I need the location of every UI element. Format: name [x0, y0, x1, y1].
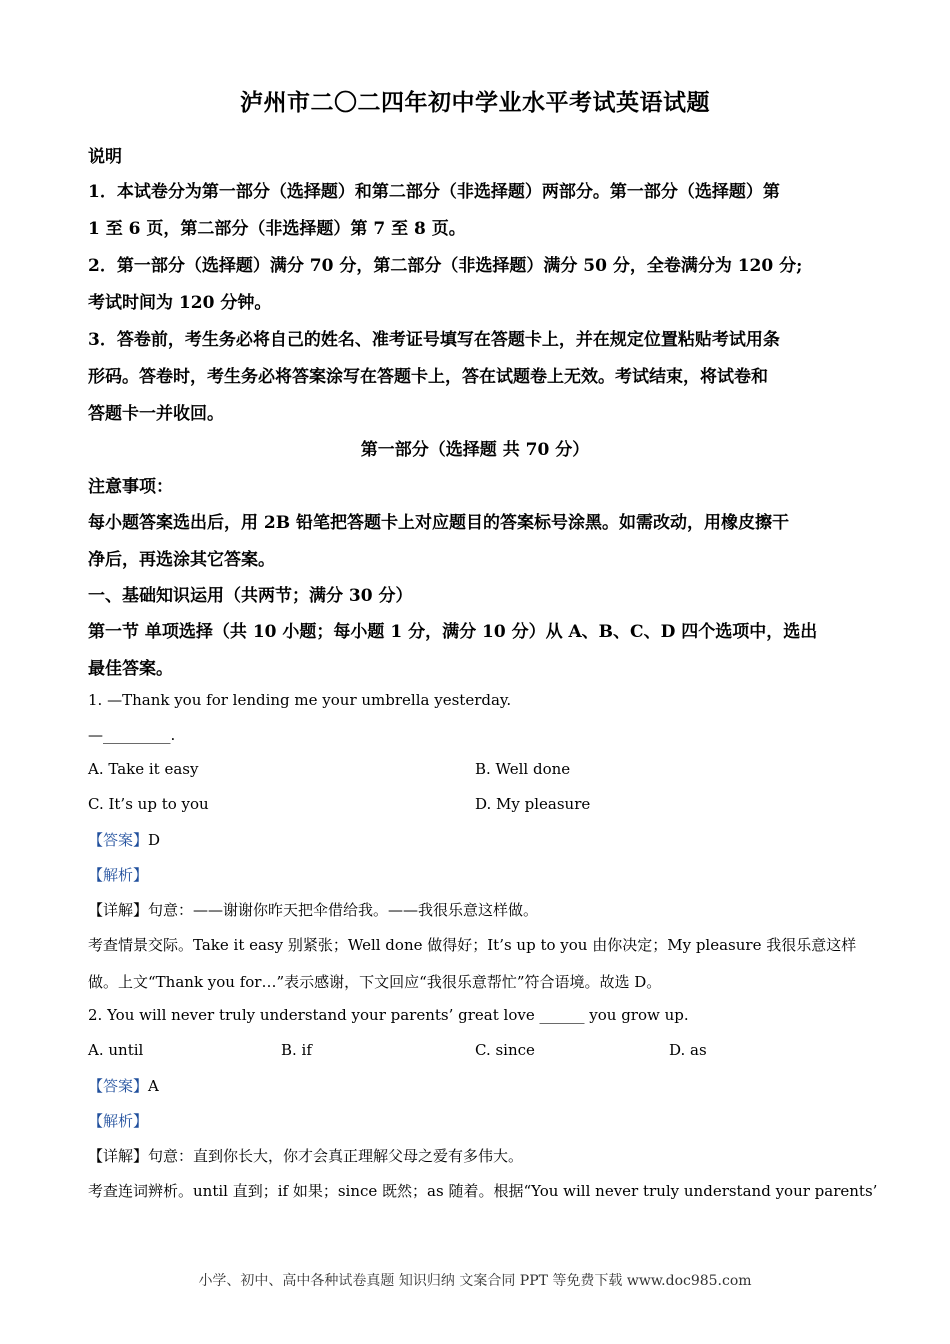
q1-detail	[88, 899, 538, 920]
q1-stem: 1. —Thank you for lending me your umbrella yesterday.	[88, 691, 512, 709]
q2-option-a: A. until	[88, 1041, 144, 1059]
section1-heading: 一、基础知识运用（共两节；满分 30 分）	[88, 586, 413, 606]
detail-tag: 【详解】	[88, 901, 149, 919]
note-2-line-a: 2．第一部分（选择题）满分 70 分，第二部分（非选择题）满分 50 分，全卷满分为 120 分;	[88, 256, 803, 276]
q2-answer	[88, 1075, 159, 1096]
note-3-line-a: 3．答卷前，考生务必将自己的姓名、准考证号填写在答题卡上，并在规定位置粘贴考试用条	[88, 330, 780, 350]
detail-tag: 【详解】	[88, 1147, 149, 1165]
page-footer: 小学、初中、高中各种试卷真题 知识归纳 文案合同 PPT 等免费下载 www.doc985.com	[198, 1273, 752, 1289]
q1-option-b: B. Well done	[475, 760, 571, 778]
note-3-line-b: 形码。答卷时，考生务必将答案涂写在答题卡上，答在试题卷上无效。考试结束，将试卷和	[88, 367, 768, 387]
q1-option-c: C. It’s up to you	[88, 795, 209, 813]
q1-analysis-tag: 【解析】	[88, 866, 149, 884]
answer-tag: 【答案】	[88, 831, 149, 849]
note-1-line-b: 1 至 6 页，第二部分（非选择题）第 7 至 8 页。	[88, 219, 466, 239]
q2-analysis-tag: 【解析】	[88, 1112, 149, 1130]
q2-explanation-a: 考查连词辨析。until 直到；if 如果；since 既然；as 随着。根据“You will never truly understand your parents’	[88, 1182, 878, 1200]
detail-text: 句意：——谢谢你昨天把伞借给我。——我很乐意这样做。	[148, 901, 539, 919]
q1-explanation-b: 做。上文“Thank you for…”表示感谢，下文回应“我很乐意帮忙”符合语境。故选 D。	[88, 973, 662, 991]
part1-heading: 第一部分（选择题 共 70 分）	[360, 440, 590, 460]
note-3-line-c: 答题卡一并收回。	[88, 404, 224, 424]
q2-option-b: B. if	[281, 1041, 312, 1059]
q2-option-c: C. since	[475, 1041, 535, 1059]
note-2-line-b: 考试时间为 120 分钟。	[88, 293, 272, 313]
subsection1-line-a: 第一节 单项选择（共 10 小题；每小题 1 分，满分 10 分）从 A、B、C、D 四个选项中，选出	[88, 622, 818, 642]
answer-value: D	[148, 831, 161, 849]
answer-value: A	[148, 1077, 159, 1095]
answer-tag: 【答案】	[88, 1077, 149, 1095]
notes-heading: 说明	[88, 147, 122, 167]
page-title: 泸州市二〇二四年初中学业水平考试英语试题	[240, 89, 710, 116]
q1-blank: —_________.	[88, 726, 176, 744]
detail-text: 句意：直到你长大，你才会真正理解父母之爱有多伟大。	[148, 1147, 524, 1165]
subsection1-line-b: 最佳答案。	[88, 659, 173, 679]
attention-line-b: 净后，再选涂其它答案。	[88, 550, 275, 570]
note-1-line-a: 1．本试卷分为第一部分（选择题）和第二部分（非选择题）两部分。第一部分（选择题）第	[88, 182, 780, 202]
attention-line-a: 每小题答案选出后，用 2B 铅笔把答题卡上对应题目的答案标号涂黑。如需改动，用橡皮擦干	[88, 513, 790, 533]
q2-detail	[88, 1145, 523, 1166]
attention-heading: 注意事项：	[88, 477, 173, 497]
q1-option-d: D. My pleasure	[475, 795, 591, 813]
q1-answer	[88, 829, 160, 850]
q1-explanation-a: 考查情景交际。Take it easy 别紧张；Well done 做得好；It’s up to you 由你决定；My pleasure 我很乐意这样	[88, 936, 857, 954]
q2-stem: 2. You will never truly understand your parents’ great love ______ you grow up.	[88, 1006, 689, 1024]
q2-option-d: D. as	[669, 1041, 707, 1059]
q1-option-a: A. Take it easy	[88, 760, 199, 778]
